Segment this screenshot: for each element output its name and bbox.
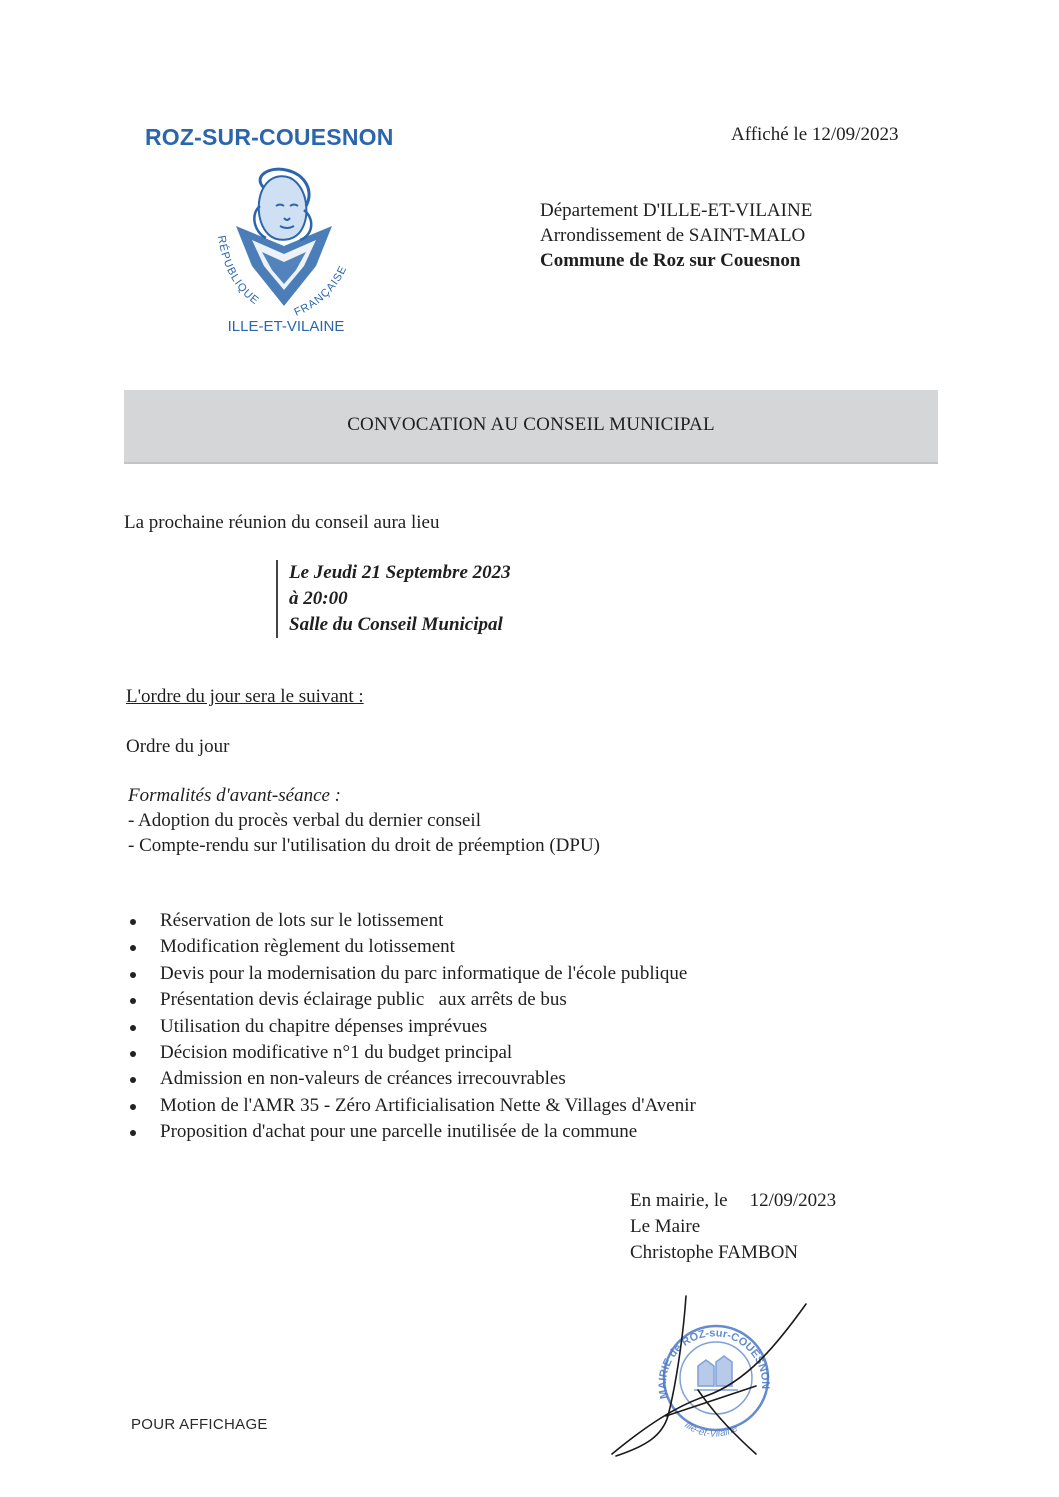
bullet-icon (130, 1130, 136, 1136)
list-item: Motion de l'AMR 35 - Zéro Artificialisation Nette & Villages d'Avenir (128, 1093, 696, 1119)
document-title: CONVOCATION AU CONSEIL MUNICIPAL (347, 414, 715, 435)
bullet-icon (130, 998, 136, 1004)
bullet-icon (130, 945, 136, 951)
commune-line: Commune de Roz sur Couesnon (540, 250, 801, 271)
bullet-icon (130, 1051, 136, 1057)
agenda-title: Ordre du jour (126, 736, 230, 757)
list-item: Présentation devis éclairage public aux arrêts de bus (128, 987, 696, 1013)
footer-note: POUR AFFICHAGE (131, 1416, 268, 1433)
marianne-logo (196, 166, 376, 336)
logo-department: ILLE-ET-VILAINE (227, 318, 345, 335)
commune-brand: ROZ-SUR-COUESNON (145, 124, 394, 150)
pre-session-title: Formalités d'avant-séance : (128, 785, 342, 806)
logo-arc-right: FRANÇAISE (292, 263, 350, 319)
list-item: Devis pour la modernisation du parc informatique de l'école publique (128, 961, 696, 987)
agenda-intro: L'ordre du jour sera le suivant : (126, 686, 364, 707)
list-item: - Compte-rendu sur l'utilisation du droit de préemption (DPU) (128, 835, 601, 856)
bullet-icon (130, 1104, 136, 1110)
meeting-date: Le Jeudi 21 Septembre 2023 (289, 562, 511, 583)
list-item: Utilisation du chapitre dépenses imprévues (128, 1014, 696, 1040)
bullet-icon (130, 919, 136, 925)
list-item: Modification règlement du lotissement (128, 934, 696, 960)
list-item: - Adoption du procès verbal du dernier conseil (128, 810, 481, 831)
meeting-time: à 20:00 (289, 588, 348, 609)
agenda-items (128, 908, 696, 1146)
list-item: Décision modificative n°1 du budget principal (128, 1040, 696, 1066)
signoff-block (630, 1188, 836, 1266)
posted-date: Affiché le 12/09/2023 (731, 124, 899, 145)
bullet-icon (130, 1025, 136, 1031)
signoff-name: Christophe FAMBON (630, 1242, 799, 1263)
stamp-top-text: MAIRIE de ROZ-sur-COUESNON (656, 1327, 772, 1400)
district-line: Arrondissement de SAINT-MALO (540, 225, 806, 246)
administrative-block (540, 198, 812, 273)
list-item: Admission en non-valeurs de créances irrecouvrables (128, 1066, 696, 1092)
signoff-date: 12/09/2023 (749, 1190, 837, 1211)
title-banner (124, 390, 938, 464)
pre-session-list (128, 808, 600, 858)
meeting-place: Salle du Conseil Municipal (289, 614, 503, 635)
signoff-place: En mairie, le (630, 1190, 728, 1211)
list-item: Réservation de lots sur le lotissement (128, 908, 696, 934)
signoff-role: Le Maire (630, 1216, 701, 1237)
stamp-bottom-text: Ille-et-Vilaine (682, 1419, 740, 1440)
list-item: Proposition d'achat pour une parcelle inutilisée de la commune (128, 1119, 696, 1145)
official-stamp (606, 1286, 816, 1466)
department-line: Département D'ILLE-ET-VILAINE (540, 200, 813, 221)
bullet-icon (130, 972, 136, 978)
meeting-details (276, 560, 511, 638)
logo-arc-left: RÉPUBLIQUE (214, 234, 262, 308)
bullet-icon (130, 1077, 136, 1083)
intro-text: La prochaine réunion du conseil aura lieu (124, 512, 440, 533)
